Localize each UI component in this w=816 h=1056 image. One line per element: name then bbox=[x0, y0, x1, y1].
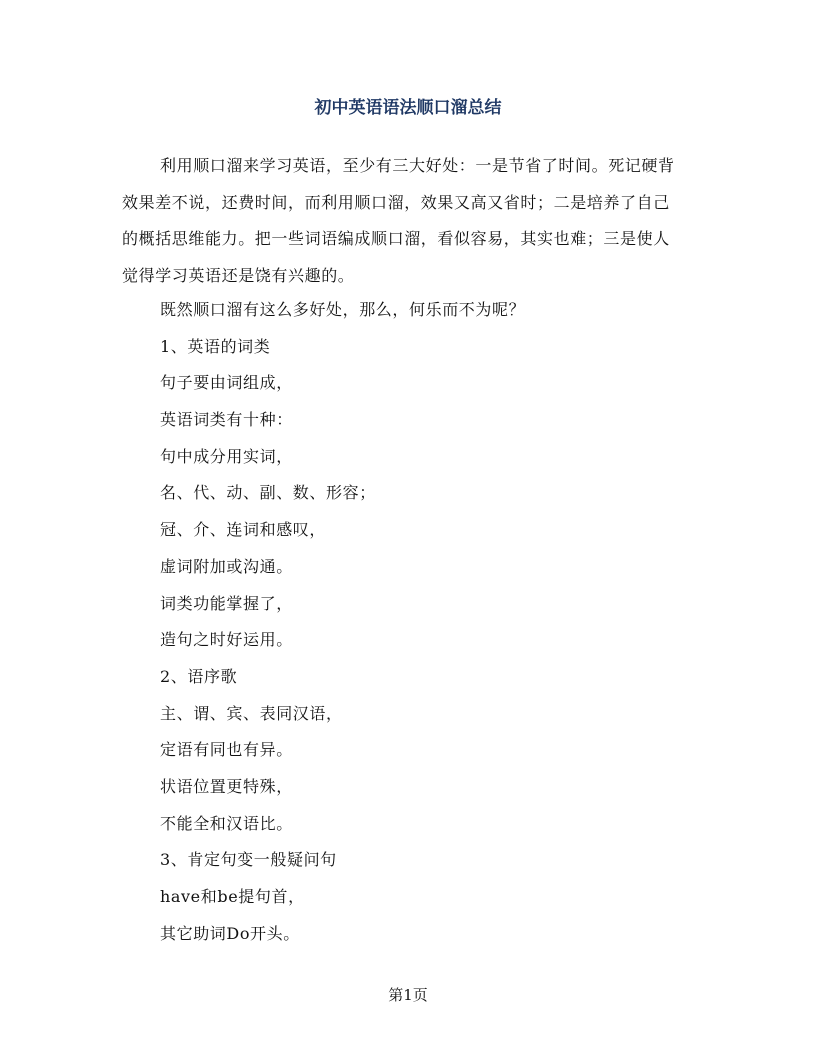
intro-paragraph: 利用顺口溜来学习英语，至少有三大好处：一是节省了时间。死记硬背效果差不说，还费时间，而利用顺口溜，效果又高又省时；二是培养了自己的概括思维能力。把一些词语编成顺口溜，看似容易，其实也难；三是使人觉得学习英语还是饶有兴趣的。 bbox=[122, 156, 675, 285]
verse-line: 句中成分用实词， bbox=[160, 446, 293, 466]
verse-line: 名、代、动、副、数、形容； bbox=[160, 483, 376, 503]
section-heading-word-classes: 1、英语的词类 bbox=[160, 336, 271, 356]
verse-line: 句子要由词组成， bbox=[160, 373, 293, 393]
verse-line: 虚词附加或沟通。 bbox=[160, 556, 293, 576]
section-heading-question-form: 3、肯定句变一般疑问句 bbox=[160, 850, 337, 870]
section-heading-word-order: 2、语序歌 bbox=[160, 666, 238, 686]
verse-line: 其它助词Do开头。 bbox=[160, 923, 300, 943]
document-title: 初中英语语法顺口溜总结 bbox=[314, 98, 502, 118]
page-number: 第1页 bbox=[388, 986, 428, 1004]
verse-line: have和be提句首， bbox=[160, 887, 305, 906]
verse-line: 英语词类有十种： bbox=[160, 410, 293, 430]
content-lines bbox=[160, 292, 700, 952]
verse-line: 状语位置更特殊， bbox=[160, 776, 293, 796]
verse-line: 词类功能掌握了， bbox=[160, 593, 293, 613]
verse-line: 定语有同也有异。 bbox=[160, 740, 293, 760]
verse-line: 不能全和汉语比。 bbox=[160, 813, 293, 833]
question-line: 既然顺口溜有这么多好处，那么，何乐而不为呢？ bbox=[160, 300, 526, 319]
verse-line: 造句之时好运用。 bbox=[160, 630, 293, 650]
verse-line: 冠、介、连词和感叹， bbox=[160, 520, 327, 540]
verse-line: 主、谓、宾、表同汉语， bbox=[160, 703, 343, 723]
